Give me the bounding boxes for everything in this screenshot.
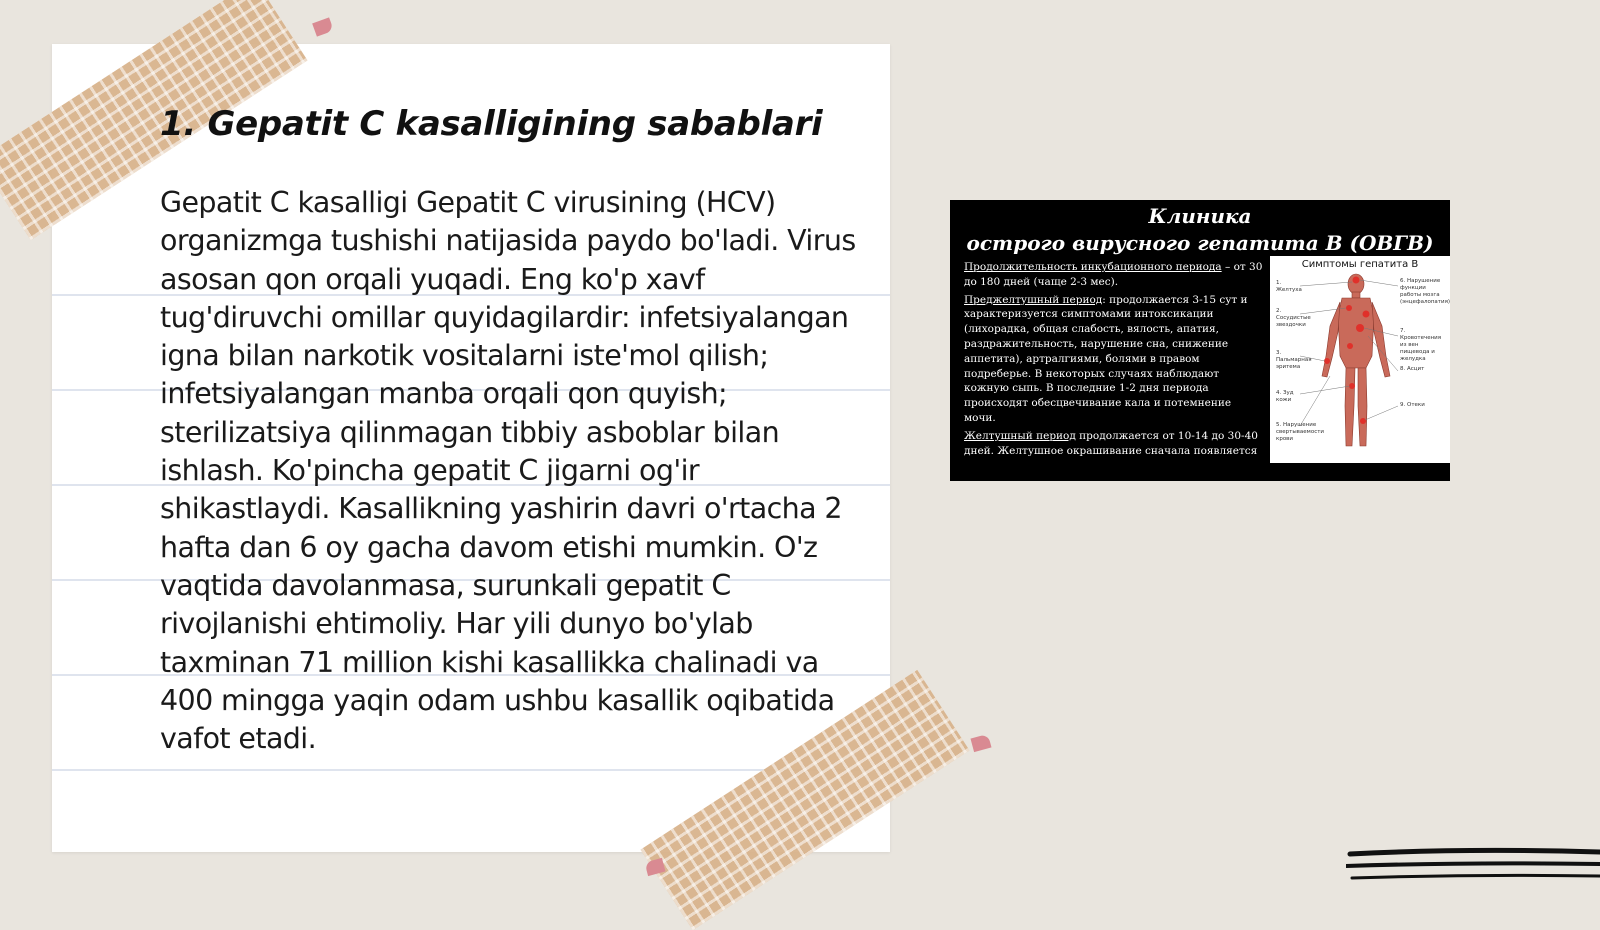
preicteric-period-text: : продолжается 3-15 сут и характеризуется симптомами интоксикации (лихорадка, общая слабость, вялость, апатия, раздражительность, нарушение сна, снижение аппетита), артралгиями, болями в правом подреберье. В некоторых случаях наблюдают кожную сыпь. В последние 1-2 дня периода происходят обесцвечивание кала и потемнение мочи. bbox=[964, 293, 1248, 424]
symptom-label: 4. Зуд кожи bbox=[1276, 390, 1294, 403]
image-title-line2: острого вирусного гепатита В (ОВГВ) bbox=[966, 231, 1434, 255]
slide-title: 1. Gepatit C kasalligining sabablari bbox=[160, 104, 823, 144]
symptom-label: 9. Отеки bbox=[1400, 402, 1425, 408]
symptoms-title: Симптомы гепатита В bbox=[1301, 259, 1419, 270]
slide-body-text: Gepatit C kasalligi Gepatit C virusining (HCV) organizmga tushishi natijasida paydo bo'ladi. Virus asosan qon orqali yuqadi. Eng ko'p xavf tug'diruvchi omillar quyidagilardir: infetsiyalangan igna bilan narkotik vositalarni iste'mol qilish; infetsiyalangan manba orqali qon quyish; sterilizatsiya qilinmagan tibbiy asboblar bilan ishlash. Ko'pincha gepatit C jigarni og'ir shikastlaydi. Kasallikning yashirin davri o'rtacha 2 hafta dan 6 oy gacha davom etishi mumkin. O'z vaqtida davolanmasa, surunkali gepatit C rivojlanishi ehtimoliy. Har yili dunyo bo'ylab taxminan 71 million kishi kasallikka chalinadi va 400 mingga yaqin odam ushbu kasallik oqibatida vafot etadi. bbox=[160, 186, 856, 756]
symptoms-figure bbox=[1270, 256, 1450, 463]
symptom-label: 1. Желтуха bbox=[1276, 280, 1302, 293]
symptom-label: 8. Асцит bbox=[1400, 366, 1425, 372]
image-text-block bbox=[964, 260, 1264, 461]
preicteric-period-label: Преджелтушный период bbox=[964, 293, 1103, 306]
symptom-label: 6. Нарушение функции работы мозга (энцефалопатия) bbox=[1400, 278, 1451, 305]
tape-end-decoration bbox=[312, 17, 334, 36]
tape-end-decoration bbox=[970, 734, 991, 752]
symptom-label: 7. Кровотечения из вен пищевода и желудка bbox=[1400, 328, 1442, 362]
hepatitis-b-clinic-image bbox=[950, 200, 1450, 481]
incubation-period-text: – от 30 до 180 дней (чаще 2-3 мес). bbox=[964, 261, 1263, 288]
symptom-label: 5. Нарушение свертываемости крови bbox=[1276, 422, 1324, 442]
icteric-period-text: продолжается от 10-14 до 30-40 дней. Желтушное окрашивание сначала появляется bbox=[964, 429, 1258, 457]
image-title-line1: Клиника bbox=[1148, 204, 1252, 228]
decorative-lines bbox=[1346, 846, 1600, 886]
symptom-label: 2. Сосудистые звездочки bbox=[1276, 308, 1311, 328]
icteric-period-label: Желтушный период bbox=[964, 429, 1076, 442]
symptom-label: 3. Пальмарная эритема bbox=[1276, 350, 1312, 370]
incubation-period-label: Продолжительность инкубационного периода bbox=[964, 261, 1222, 273]
